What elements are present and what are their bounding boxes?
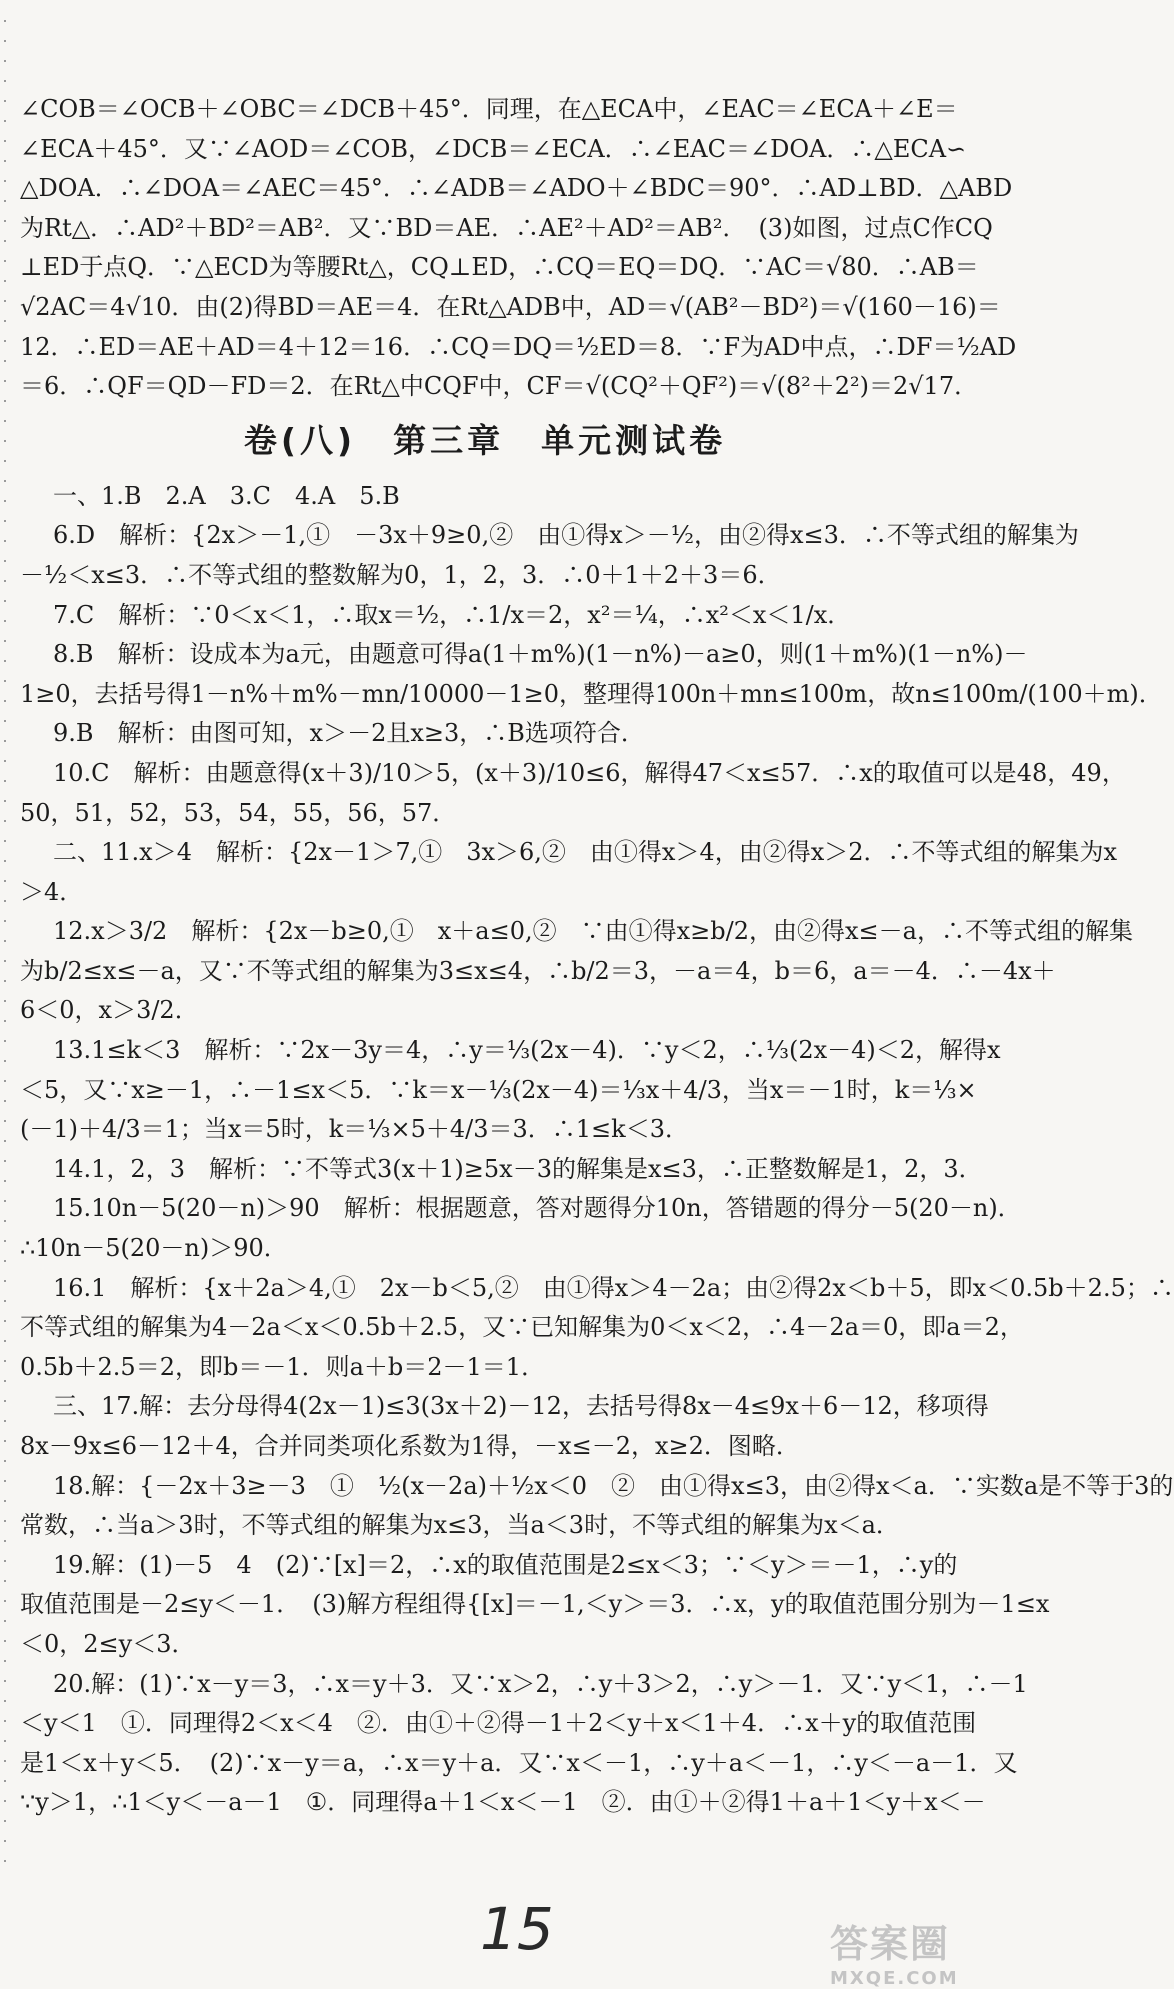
answer-line: ＞4． bbox=[20, 877, 84, 906]
answer-line: ＜y＜1 ①．同理得2＜x＜4 ②．由①＋②得－1＋2＜y＋x＜1＋4．∴x＋y的取值范围 bbox=[20, 1709, 977, 1738]
text-line: 12．∴ED＝AE＋AD＝4＋12＝16．∴CQ＝DQ＝½ED＝8．∵F为AD中点，∴DF＝½AD bbox=[20, 332, 1017, 361]
answer-line: ∴10n－5(20－n)＞90． bbox=[20, 1234, 288, 1263]
answer-line: (－1)＋4/3＝1；当x＝5时，k＝⅓×5＋4/3＝3．∴1≤k＜3． bbox=[20, 1115, 689, 1144]
text-line: △DOA．∴∠DOA＝∠AEC＝45°．∴∠ADB＝∠ADO＋∠BDC＝90°．∴AD⊥BD．△ABD bbox=[20, 174, 1013, 203]
answer-line: ＜0，2≤y＜3． bbox=[20, 1629, 196, 1658]
answer-page bbox=[20, 90, 1174, 1823]
answer-line: 7.C 解析：∵0＜x＜1，∴取x＝½，∴1/x＝2，x²＝¼，∴x²＜x＜1/x． bbox=[53, 600, 852, 629]
text-line: ∠COB＝∠OCB＋∠OBC＝∠DCB＋45°．同理，在△ECA中，∠EAC＝∠ECA＋∠E＝ bbox=[20, 95, 958, 123]
answers-block bbox=[20, 477, 1174, 1823]
watermark-text: 答案圈 bbox=[830, 1922, 951, 1966]
answer-line: 10.C 解析：由题意得(x＋3)/10＞5，(x＋3)/10≤6，解得47＜x≤57．∴x的取值可以是48，49， bbox=[53, 758, 1126, 787]
watermark-url: MXQE.COM bbox=[830, 1968, 959, 1989]
text-line: ∠ECA＋45°．又∵∠AOD＝∠COB，∠DCB＝∠ECA．∴∠EAC＝∠DOA．∴△ECA∽ bbox=[20, 134, 967, 163]
answer-line: 1≥0，去括号得1－n%＋m%－mn/10000－1≥0，整理得100n＋mn≤100m，故n≤100m/(100＋m)． bbox=[20, 679, 1163, 708]
answer-line: 取值范围是－2≤y＜－1． (3)解方程组得{[x]＝－1,＜y＞＝3．∴x，y的取值范围分别为－1≤x bbox=[20, 1590, 1050, 1619]
answer-line: 19.解：(1)－5 4 (2)∵[x]＝2，∴x的取值范围是2≤x＜3；∵＜y＞＝－1，∴y的 bbox=[53, 1550, 958, 1579]
text-line: √2AC＝4√10．由(2)得BD＝AE＝4．在Rt△ADB中，AD＝√(AB²－BD²)＝√(160－16)＝ bbox=[20, 292, 1001, 321]
answer-line: 0.5b＋2.5＝2，即b＝－1．则a＋b＝2－1＝1． bbox=[20, 1352, 546, 1381]
answer-line: 6.D 解析：{2x＞－1,① －3x＋9≥0,② 由①得x＞－½，由②得x≤3．∴不等式组的解集为 bbox=[53, 521, 1079, 550]
answer-line: 20.解：(1)∵x－y＝3，∴x＝y＋3．又∵x＞2，∴y＋3＞2，∴y＞－1．又∵y＜1，∴－1 bbox=[53, 1669, 1028, 1698]
answer-line: 是1＜x＋y＜5． (2)∵x－y＝a，∴x＝y＋a．又∵x＜－1，∴y＋a＜－1，∴y＜－a－1．又 bbox=[20, 1748, 1018, 1777]
section-title: 卷(八) 第三章 单元测试卷 bbox=[243, 420, 727, 460]
answer-line: 8.B 解析：设成本为a元，由题意可得a(1＋m%)(1－n%)－a≥0，则(1＋m%)(1－n%)－ bbox=[53, 640, 1028, 669]
answer-line: ∵y＞1，∴1＜y＜－a－1 ①．同理得a＋1＜x＜－1 ②．由①＋②得1＋a＋1＜y＋x＜－ bbox=[20, 1788, 986, 1817]
answer-line: 6＜0，x＞3/2． bbox=[20, 996, 199, 1025]
answer-line: 为b/2≤x≤－a，又∵不等式组的解集为3≤x≤4，∴b/2＝3，－a＝4，b＝6，a＝－4．∴－4x＋ bbox=[20, 956, 1056, 985]
answer-line: 15.10n－5(20－n)＞90 解析：根据题意，答对题得分10n，答错题的得分－5(20－n)． bbox=[53, 1194, 1022, 1223]
answer-line: 13.1≤k＜3 解析：∵2x－3y＝4，∴y＝⅓(2x－4)．∵y＜2，∴⅓(2x－4)＜2，解得x bbox=[53, 1036, 1001, 1065]
answer-line: 16.1 解析：{x＋2a＞4,① 2x－b＜5,② 由①得x＞4－2a；由②得2x＜b＋5，即x＜0.5b＋2.5；∴ bbox=[53, 1273, 1174, 1302]
answer-line: 不等式组的解集为4－2a＜x＜0.5b＋2.5，又∵已知解集为0＜x＜2，∴4－2a＝0，即a＝2， bbox=[20, 1313, 1024, 1342]
answer-line: －½＜x≤3．∴不等式组的整数解为0，1，2，3．∴0＋1＋2＋3＝6． bbox=[20, 560, 782, 589]
answer-line: 9.B 解析：由图可知，x＞－2且x≥3，∴B选项符合． bbox=[53, 719, 645, 748]
answer-line: ＜5，又∵x≥－1，∴－1≤x＜5．∵k＝x－⅓(2x－4)＝⅓x＋4/3，当x＝－1时，k＝⅓× bbox=[20, 1075, 977, 1104]
watermark-logo bbox=[830, 1913, 980, 1989]
answer-line: 12.x＞3/2 解析：{2x－b≥0,① x＋a≤0,② ∵由①得x≥b/2，由②得x≤－a，∴不等式组的解集 bbox=[53, 917, 1133, 946]
prev-solution-block bbox=[20, 90, 1017, 407]
answer-line: 二、11.x＞4 解析：{2x－1＞7,① 3x＞6,② 由①得x＞4，由②得x＞2．∴不等式组的解集为x bbox=[53, 838, 1118, 867]
text-line: 为Rt△．∴AD²＋BD²＝AB²．又∵BD＝AE．∴AE²＋AD²＝AB²． (3)如图，过点C作CQ bbox=[20, 213, 993, 242]
answer-line: 三、17.解：去分母得4(2x－1)≤3(3x＋2)－12，去括号得8x－4≤9x＋6－12，移项得 bbox=[53, 1392, 989, 1421]
binding-margin-dots bbox=[4, 20, 6, 1870]
answer-line: 50，51，52，53，54，55，56，57． bbox=[20, 798, 457, 827]
answer-line: 常数，∴当a＞3时，不等式组的解集为x≤3，当a＜3时，不等式组的解集为x＜a． bbox=[20, 1511, 900, 1540]
answer-line: 14.1，2，3 解析：∵不等式3(x＋1)≥5x－3的解集是x≤3，∴正整数解是1，2，3． bbox=[53, 1154, 983, 1183]
answer-line: 一、1.B 2.A 3.C 4.A 5.B bbox=[53, 481, 400, 510]
answer-line: 8x－9x≤6－12＋4，合并同类项化系数为1得，－x≤－2，x≥2．图略． bbox=[20, 1432, 800, 1460]
answer-line: 18.解：{－2x＋3≥－3 ① ½(x－2a)＋½x＜0 ② 由①得x≤3，由②得x＜a．∵实数a是不等于3的 bbox=[53, 1471, 1174, 1500]
page-number: 15 bbox=[480, 1895, 554, 1963]
text-line: ＝6．∴QF＝QD－FD＝2．在Rt△中CQF中，CF＝√(CQ²＋QF²)＝√(8²＋2²)＝2√17． bbox=[20, 372, 979, 401]
text-line: ⊥ED于点Q．∵△ECD为等腰Rt△，CQ⊥ED，∴CQ＝EQ＝DQ．∵AC＝√80．∴AB＝ bbox=[20, 253, 979, 282]
